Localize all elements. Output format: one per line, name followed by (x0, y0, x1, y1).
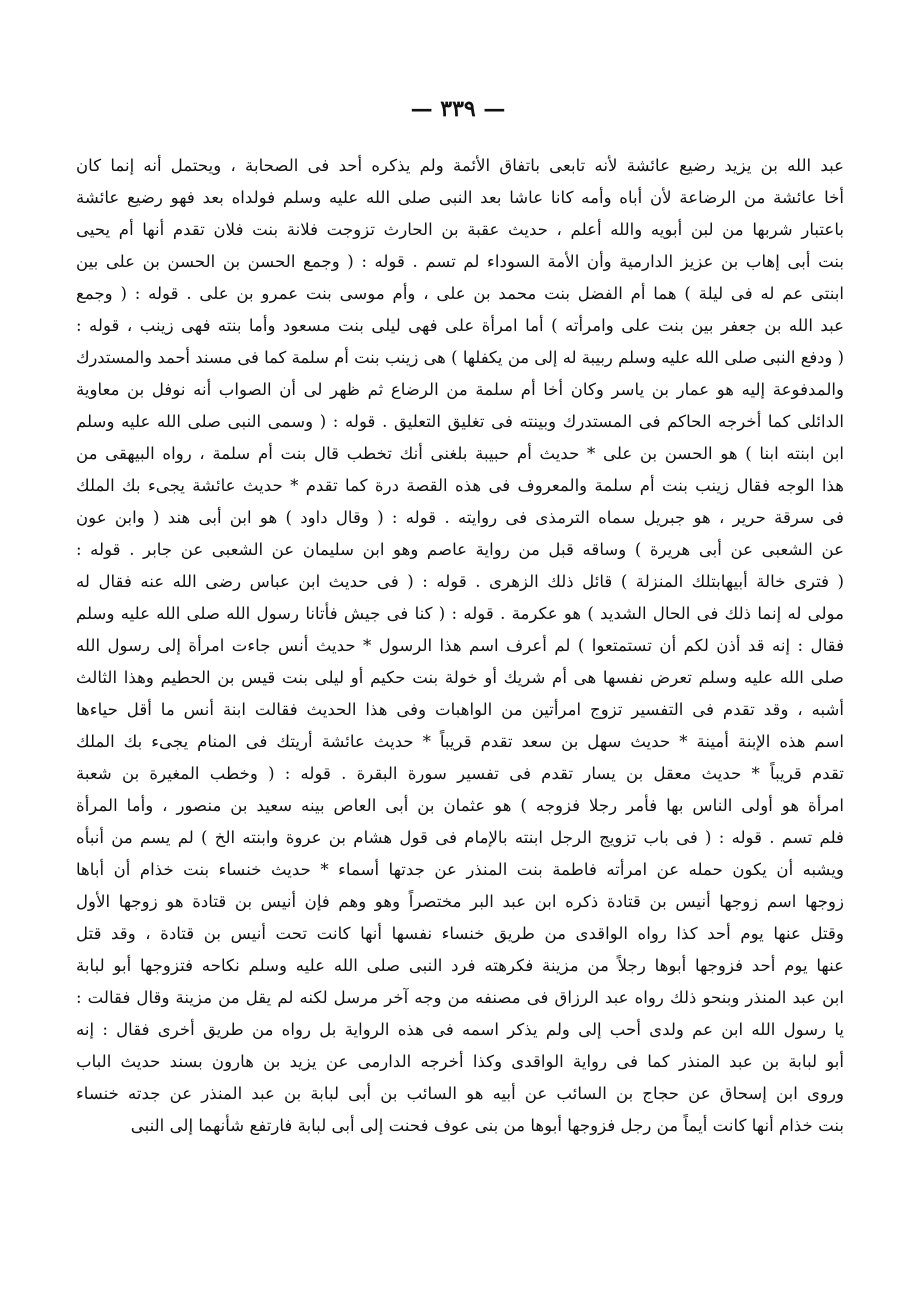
text-line: والمدفوعة إليه هو عمار بن ياسر وكان أخا أم سلمة من الرضاع ثم ظهر لى أن الصواب أنه نوفل بن معاوية (76, 380, 844, 399)
text-line: أخا عائشة من الرضاعة لأن أباه وأمه كانا عاشا بعد النبى صلى الله عليه وسلم فولداه بعد فهو رضيع عائشة (76, 188, 844, 207)
text-line: ابنتى عم له فى ليلة ) هما أم الفضل بنت محمد بن على ، وأم موسى بنت عمرو بن على . قوله : ( وجمع (76, 284, 844, 303)
text-line: هذا الوجه فقال زينب بنت أم سلمة والمعروف فى هذه القصة درة كما تقدم * حديث عائشة يجىء بك الملك (76, 476, 844, 495)
text-line: فى سرقة حرير ، هو جبريل سماه الترمذى فى روايته . قوله : ( وقال داود ) هو ابن أبى هند ( وابن عون (76, 508, 844, 527)
text-line: عبد الله بن يزيد رضيع عائشة لأنه تابعى باتفاق الأئمة ولم يذكره أحد فى الصحابة ، ويحتمل أنه إنما كان (76, 156, 844, 175)
text-body (76, 150, 844, 1142)
text-line: مولى له إنما ذلك فى الحال الشديد ) هو عكرمة . قوله : ( كنا فى جيش فأتانا رسول الله صلى الله عليه وسلم (76, 604, 844, 623)
text-line: ( فترى خالة أبيهابتلك المنزلة ) قائل ذلك الزهرى . قوله : ( فى حديث ابن عباس رضى الله عنه فقال له (76, 572, 844, 591)
text-line: يا رسول الله ابن عم ولدى أحب إلى ولم يذكر اسمه فى هذه الرواية بل رواه من طريق أخرى فقال : إنه (76, 1020, 844, 1039)
text-line: بنت خذام أنها كانت أيماً من رجل فزوجها أبوها من بنى عوف فحنت إلى أبى لبابة فارتفع شأنهما إلى النبى (130, 1116, 844, 1135)
text-line: ويشبه أن يكون حمله عن امرأته فاطمة بنت المنذر عن جدتها أسماء * حديث خنساء بنت خذام أن أباها (76, 860, 844, 879)
text-line: امرأة هو أولى الناس بها فأمر رجلا فزوجه ) هو عثمان بن أبى العاص بينه سعيد بن منصور ، وأما المرأة (76, 796, 844, 815)
text-line: عبد الله بن جعفر بين بنت على وامرأته ) أما امرأة على فهى ليلى بنت مسعود وأما بنته فهى زينب ، قوله : (76, 316, 844, 335)
text-line: تقدم قريباً * حديث معقل بن يسار تقدم فى تفسير سورة البقرة . قوله : ( وخطب المغيرة بن شعبة (76, 764, 844, 783)
text-line: ابن عبد المنذر وبنحو ذلك رواه عبد الرزاق فى مصنفه من وجه آخر مرسل لكنه لم يقل من مزينة وقال فقالت : (76, 988, 844, 1007)
text-line: باعتبار شربها من لبن أبويه والله أعلم ، حديث عقبة بن الحارث تزوجت فلانة بنت فلان تقدم أنها أم يحيى (76, 220, 844, 239)
text-line: زوجها اسم زوجها أنيس بن قتادة ذكره ابن عبد البر مختصراً وهو وهم فإن أنيس بن قتادة هو زوجها الأول (76, 892, 844, 911)
text-line: ابن ابنته ابنا ) هو الحسن بن على * حديث أم حبيبة بلغنى أنك تخطب قال بنت أم سلمة ، رواه البيهقى من (76, 444, 844, 463)
text-line: صلى الله عليه وسلم تعرض نفسها هى أم شريك أو خولة بنت حكيم أو ليلى بنت قيس بن الحطيم وهذا الثالث (76, 668, 844, 687)
text-line: أشبه ، وقد تقدم فى التفسير تزوج امرأتين من الواهبات وفى هذا الحديث فقالت ابنة أنس ما أقل حياءها (76, 700, 844, 719)
text-line: عنها يوم أحد فزوجها أبوها رجلاً من مزينة فكرهته فرد النبى صلى الله عليه وسلم نكاحه فتزوجها أبو لبابة (76, 956, 844, 975)
text-line: فقال : إنه قد أذن لكم أن تستمتعوا ) لم أعرف اسم هذا الرسول * حديث أنس جاءت امرأة إلى رسول الله (76, 636, 844, 655)
text-line: ( ودفع النبى صلى الله عليه وسلم ربيبة له إلى من يكفلها ) هى زينب بنت أم سلمة كما فى مسند أحمد والمستدرك (76, 348, 844, 367)
page-number: — ٣٣٩ — (410, 96, 506, 122)
text-line: فلم تسم . قوله : ( فى باب تزويج الرجل ابنته بالإمام فى قول هشام بن عروة وابنته الخ ) لم يسم من أنبأه (76, 828, 844, 847)
text-line: بنت أبى إهاب بن عزيز الدارمية وأن الأمة السوداء لم تسم . قوله : ( وجمع الحسن بن الحسن بن على بين (76, 252, 844, 271)
text-line: عن الشعبى عن أبى هريرة ) وساقه قبل من رواية عاصم وهو ابن سليمان عن الشعبى عن جابر . قوله : (76, 540, 844, 559)
text-line: وروى ابن إسحاق عن حجاج بن السائب عن أبيه هو السائب بن أبى لبابة بن عبد المنذر عن جدته خنساء (76, 1084, 844, 1103)
text-line: اسم هذه الإبنة أمينة * حديث سهل بن سعد تقدم قريباً * حديث عائشة أريتك فى المنام يجىء بك الملك (76, 732, 844, 751)
text-line: أبو لبابة بن عبد المنذر كما فى رواية الواقدى وكذا أخرجه الدارمى عن يزيد بن هارون بسند حديث الباب (76, 1052, 844, 1071)
text-line: وقتل عنها يوم أحد كذا رواه الواقدى من طريق خنساء نفسها أنها كانت تحت أنيس بن قتادة ، وقد قتل (76, 924, 844, 943)
text-line: الدائلى كما أخرجه الحاكم فى المستدرك وبينته فى تغليق التعليق . قوله : ( وسمى النبى صلى الله عليه وسلم (76, 412, 844, 431)
